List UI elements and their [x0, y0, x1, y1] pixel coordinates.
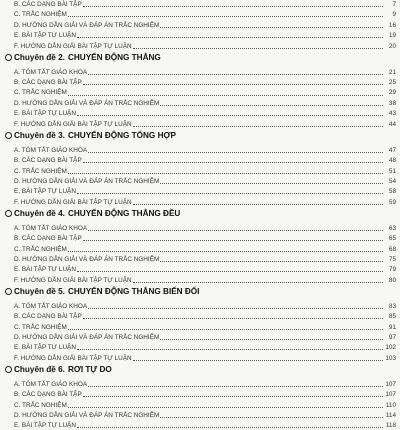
- dot-leader: [83, 84, 383, 85]
- toc-entry: [4, 107, 396, 117]
- section-heading: [4, 284, 396, 299]
- toc-entry: [4, 232, 396, 242]
- toc-entry-page: 16: [388, 21, 396, 29]
- circle-bullet-icon: [5, 132, 12, 139]
- dot-leader: [133, 282, 383, 283]
- section-number: Chuyên đề 2.: [14, 52, 65, 62]
- toc-entry-page: 38: [388, 99, 396, 107]
- toc-entry-label: C. TRẮC NGHIỆM: [14, 11, 67, 19]
- section-title: CHUYỂN ĐỘNG THẲNG ĐỀU: [67, 208, 181, 218]
- toc-section: [4, 284, 396, 362]
- dot-leader: [68, 407, 383, 408]
- section-number: Chuyên đề 5.: [14, 286, 65, 296]
- toc-entry: [4, 263, 396, 273]
- dot-leader: [77, 37, 383, 38]
- toc-entry-page: 102: [385, 344, 396, 352]
- toc-entry: [4, 321, 396, 331]
- dot-leader: [83, 162, 383, 163]
- dot-leader: [83, 318, 383, 319]
- toc-entry-page: 51: [388, 167, 396, 175]
- toc-entry-label: C. TRẮC NGHIỆM: [14, 245, 67, 253]
- toc-entry: [4, 29, 396, 39]
- toc-entry: [4, 144, 396, 154]
- toc-entry-label: C. TRẮC NGHIỆM: [14, 167, 67, 175]
- toc-entry: [4, 352, 396, 362]
- toc-entry: [4, 310, 396, 320]
- toc-entry-label: D. HƯỚNG DẪN GIẢI VÀ ĐÁP ÁN TRẮC NGHIỆM: [14, 255, 160, 263]
- circle-bullet-icon: [5, 54, 12, 61]
- toc-entry-label: A. TÓM TẮT GIÁO KHOA: [14, 302, 88, 310]
- toc-entry-label: E. BÀI TẬP TỰ LUẬN: [14, 422, 76, 430]
- toc-entry-page: 83: [388, 302, 396, 310]
- toc-entry-page: 47: [388, 146, 396, 154]
- toc-entry: [4, 8, 396, 18]
- toc-entry-page: 54: [388, 177, 396, 185]
- dot-leader: [68, 251, 383, 252]
- toc-entry: [4, 164, 396, 174]
- toc-entry: [4, 253, 396, 263]
- toc-section: [4, 128, 396, 206]
- section-heading: [4, 362, 396, 377]
- section-title: CHUYỂN ĐỘNG THẲNG BIẾN ĐỔI: [67, 286, 200, 296]
- dot-leader: [68, 173, 383, 174]
- dot-leader: [160, 417, 383, 418]
- toc-entry-label: F. HƯỚNG DẪN GIẢI BÀI TẬP TỰ LUẬN: [14, 42, 132, 50]
- dot-leader: [160, 339, 383, 340]
- toc-entry-page: 107: [385, 380, 396, 388]
- toc-entry-label: D. HƯỚNG DẪN GIẢI VÀ ĐÁP ÁN TRẮC NGHIỆM: [14, 411, 160, 419]
- toc-entry: [4, 378, 396, 388]
- toc-entry-page: 103: [385, 354, 396, 362]
- toc-entry-page: 75: [388, 255, 396, 263]
- dot-leader: [68, 329, 383, 330]
- toc-entry-label: E. BÀI TẬP TỰ LUẬN: [14, 188, 76, 196]
- dot-leader: [88, 386, 383, 387]
- toc-entry: [4, 97, 396, 107]
- toc-entry-page: 9: [392, 11, 396, 19]
- dot-leader: [77, 427, 383, 428]
- toc-entry-page: 59: [388, 198, 396, 206]
- circle-bullet-icon: [5, 210, 12, 217]
- toc-entry-label: E. BÀI TẬP TỰ LUẬN: [14, 266, 76, 274]
- dot-leader: [77, 115, 383, 116]
- toc-entry-label: B. CÁC DẠNG BÀI TẬP: [14, 1, 82, 9]
- toc-entry-page: 80: [388, 276, 396, 284]
- section-title: CHUYỂN ĐỘNG TỔNG HỢP: [67, 130, 176, 140]
- dot-leader: [160, 105, 383, 106]
- toc-entry: [4, 399, 396, 409]
- table-of-contents: [4, 0, 396, 430]
- dot-leader: [160, 261, 383, 262]
- dot-leader: [133, 126, 383, 127]
- toc-entry: [4, 185, 396, 195]
- toc-entry-page: 21: [388, 68, 396, 76]
- toc-entry-page: 114: [385, 411, 396, 419]
- dot-leader: [77, 271, 383, 272]
- dot-leader: [83, 6, 383, 7]
- toc-section: [4, 50, 396, 128]
- toc-entry: [4, 419, 396, 429]
- toc-entry-label: C. TRẮC NGHIỆM: [14, 401, 67, 409]
- toc-entry-page: 63: [388, 224, 396, 232]
- toc-entry-page: 91: [388, 323, 396, 331]
- dot-leader: [83, 396, 383, 397]
- toc-entry-page: 68: [388, 245, 396, 253]
- toc-entry: [4, 274, 396, 284]
- toc-entry: [4, 300, 396, 310]
- toc-entry-label: B. CÁC DẠNG BÀI TẬP: [14, 235, 82, 243]
- toc-entry-label: A. TÓM TẮT GIÁO KHOA: [14, 68, 88, 76]
- dot-leader: [133, 48, 383, 49]
- toc-entry-label: F. HƯỚNG DẪN GIẢI BÀI TẬP TỰ LUẬN: [14, 198, 132, 206]
- toc-entry-page: 79: [388, 266, 396, 274]
- toc-entry: [4, 175, 396, 185]
- toc-entry-label: D. HƯỚNG DẪN GIẢI VÀ ĐÁP ÁN TRẮC NGHIỆM: [14, 333, 160, 341]
- toc-entry-label: A. TÓM TẮT GIÁO KHOA: [14, 380, 88, 388]
- toc-entry: [4, 341, 396, 351]
- toc-entry: [4, 76, 396, 86]
- toc-entry-label: B. CÁC DẠNG BÀI TẬP: [14, 157, 82, 165]
- toc-entry-page: 65: [388, 235, 396, 243]
- toc-entry-page: 43: [388, 110, 396, 118]
- toc-entry: [4, 86, 396, 96]
- toc-entry-label: A. TÓM TẮT GIÁO KHOA: [14, 224, 88, 232]
- toc-entry-page: 19: [388, 32, 396, 40]
- toc-entry-page: 58: [388, 188, 396, 196]
- toc-entry-page: 118: [385, 422, 396, 430]
- toc-entry-page: 25: [388, 79, 396, 87]
- dot-leader: [160, 27, 383, 28]
- dot-leader: [133, 204, 383, 205]
- toc-entry: [4, 40, 396, 50]
- toc-entry: [4, 19, 396, 29]
- toc-entry-label: E. BÀI TẬP TỰ LUẬN: [14, 344, 76, 352]
- toc-entry: [4, 222, 396, 232]
- toc-entry-label: E. BÀI TẬP TỰ LUẬN: [14, 110, 76, 118]
- toc-entry: [4, 154, 396, 164]
- toc-entry-label: D. HƯỚNG DẪN GIẢI VÀ ĐÁP ÁN TRẮC NGHIỆM: [14, 21, 160, 29]
- circle-bullet-icon: [5, 366, 12, 373]
- section-number: Chuyên đề 6.: [14, 364, 65, 374]
- toc-entry-label: B. CÁC DẠNG BÀI TẬP: [14, 391, 82, 399]
- dot-leader: [88, 308, 383, 309]
- toc-entry: [4, 242, 396, 252]
- dot-leader: [68, 95, 383, 96]
- toc-entry-page: 48: [388, 157, 396, 165]
- toc-entry-label: F. HƯỚNG DẪN GIẢI BÀI TẬP TỰ LUẬN: [14, 120, 132, 128]
- section-number: Chuyên đề 4.: [14, 208, 65, 218]
- dot-leader: [88, 230, 383, 231]
- toc-entry-label: B. CÁC DẠNG BÀI TẬP: [14, 313, 82, 321]
- section-title: RƠI TỰ DO: [67, 364, 112, 374]
- section-heading: [4, 206, 396, 221]
- toc-entry-label: F. HƯỚNG DẪN GIẢI BÀI TẬP TỰ LUẬN: [14, 354, 132, 362]
- dot-leader: [160, 183, 383, 184]
- section-title: CHUYỂN ĐỘNG THẲNG: [67, 52, 161, 62]
- toc-entry-page: 44: [388, 120, 396, 128]
- toc-entry-label: D. HƯỚNG DẪN GIẢI VÀ ĐÁP ÁN TRẮC NGHIỆM: [14, 99, 160, 107]
- dot-leader: [83, 240, 383, 241]
- section-heading: [4, 128, 396, 143]
- dot-leader: [77, 193, 383, 194]
- toc-entry-label: A. TÓM TẮT GIÁO KHOA: [14, 146, 88, 154]
- dot-leader: [77, 349, 383, 350]
- dot-leader: [88, 74, 383, 75]
- toc-entry: [4, 118, 396, 128]
- toc-entry-label: C. TRẮC NGHIỆM: [14, 89, 67, 97]
- toc-entry-page: 110: [385, 401, 396, 409]
- toc-entry-label: E. BÀI TẬP TỰ LUẬN: [14, 32, 76, 40]
- toc-section: [4, 0, 396, 50]
- toc-entry-label: B. CÁC DẠNG BÀI TẬP: [14, 79, 82, 87]
- toc-section: [4, 362, 396, 430]
- toc-entry: [4, 0, 396, 8]
- toc-entry-label: F. HƯỚNG DẪN GIẢI BÀI TẬP TỰ LUẬN: [14, 276, 132, 284]
- toc-entry-page: 20: [388, 42, 396, 50]
- toc-entry-page: 85: [388, 313, 396, 321]
- toc-entry-label: D. HƯỚNG DẪN GIẢI VÀ ĐÁP ÁN TRẮC NGHIỆM: [14, 177, 160, 185]
- toc-entry: [4, 196, 396, 206]
- toc-entry: [4, 331, 396, 341]
- toc-entry-label: C. TRẮC NGHIỆM: [14, 323, 67, 331]
- section-number: Chuyên đề 3.: [14, 130, 65, 140]
- toc-section: [4, 206, 396, 284]
- dot-leader: [68, 16, 383, 17]
- toc-entry-page: 29: [388, 89, 396, 97]
- toc-entry-page: 107: [385, 391, 396, 399]
- toc-entry: [4, 409, 396, 419]
- toc-entry: [4, 66, 396, 76]
- toc-entry: [4, 388, 396, 398]
- dot-leader: [133, 360, 383, 361]
- dot-leader: [88, 152, 383, 153]
- toc-entry-page: 97: [388, 333, 396, 341]
- circle-bullet-icon: [5, 288, 12, 295]
- toc-entry-page: 7: [392, 1, 396, 9]
- section-heading: [4, 50, 396, 65]
